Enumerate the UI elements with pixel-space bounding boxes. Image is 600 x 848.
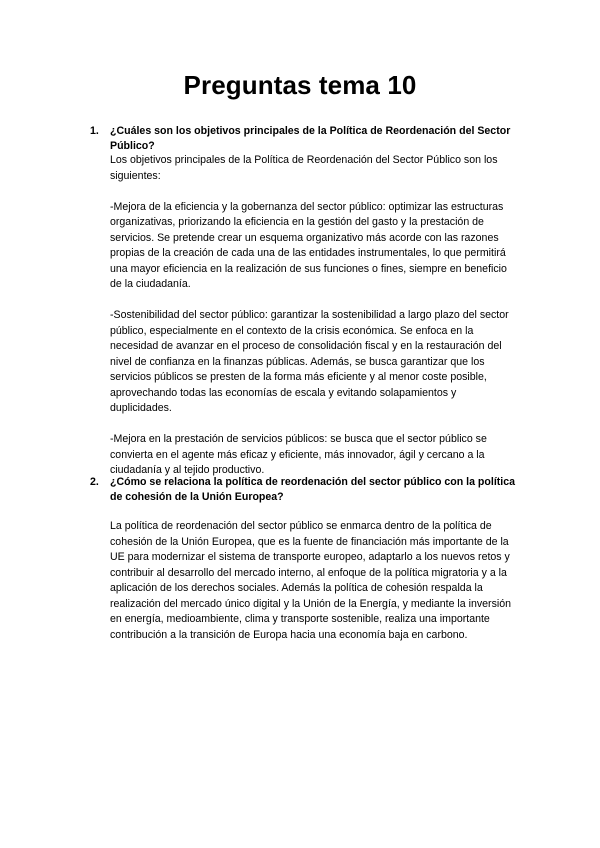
question-2-text: ¿Cómo se relaciona la política de reordenación del sector público con la política de cohesión de la Unión Europea? (110, 476, 516, 503)
answer-1-paragraph-2: -Sostenibilidad del sector público: garantizar la sostenibilidad a largo plazo del sector público, especialmente en el contexto de la crisis económica. Se enfoca en la necesidad de avanzar en el proceso de consolidación fiscal y en la restauración del nivel de confianza en la finanzas públicas. Además, se busca garantizar que los servicios públicos se presten de la forma más eficiente y al menor coste posible, aprovechando todas las economías de escala y evitando solapamientos y duplicidades. (110, 309, 509, 414)
question-2-heading (90, 475, 520, 504)
question-1 (90, 124, 520, 479)
answer-2 (90, 519, 520, 643)
answer-1 (90, 153, 520, 479)
question-2-number: 2. (90, 476, 99, 488)
question-1-heading (90, 124, 520, 153)
page-title: Preguntas tema 10 (183, 70, 417, 100)
answer-1-paragraph-1: -Mejora de la eficiencia y la gobernanza del sector público: optimizar las estructuras organizativas, priorizando la eficiencia en la gestión del gasto y la prestación de servicios. Se pretende crear un esquema organizativo más acorde con las razones propias de la creación de cada una de las entidades instrumentales, lo que permitirá una mayor eficiencia en la realización de sus funciones o fines, siempre en beneficio de la ciudadanía. (110, 200, 507, 290)
answer-1-intro: Los objetivos principales de la Política de Reordenación del Sector Público son los siguientes: (110, 154, 498, 182)
question-1-text: ¿Cuáles son los objetivos principales de la Política de Reordenación del Sector Público? (110, 125, 511, 152)
answer-1-paragraph-3: -Mejora en la prestación de servicios públicos: se busca que el sector público se convierta en el agente más eficaz y eficiente, más innovador, ágil y cercano a la ciudadanía y al tejido productivo. (110, 433, 487, 476)
question-1-number: 1. (90, 125, 99, 137)
question-2 (90, 475, 520, 643)
answer-2-paragraph-1: La política de reordenación del sector público se enmarca dentro de la política de cohesión de la Unión Europea, que es la fuente de financiación más importante de la UE para modernizar el sistema de transporte europeo, adaptarlo a los nuevos retos y contribuir al desarrollo del mercado interno, al enfoque de la política migratoria y a la aplicación de los derechos sociales. Además la política de cohesión respalda la realización del mercado único digital y la Unión de la Energía, y mediante la inversión en energía, medioambiente, clima y transporte sostenible, realiza una importante contribución a la transición de Europa hacia una economía baja en carbono. (110, 520, 512, 641)
